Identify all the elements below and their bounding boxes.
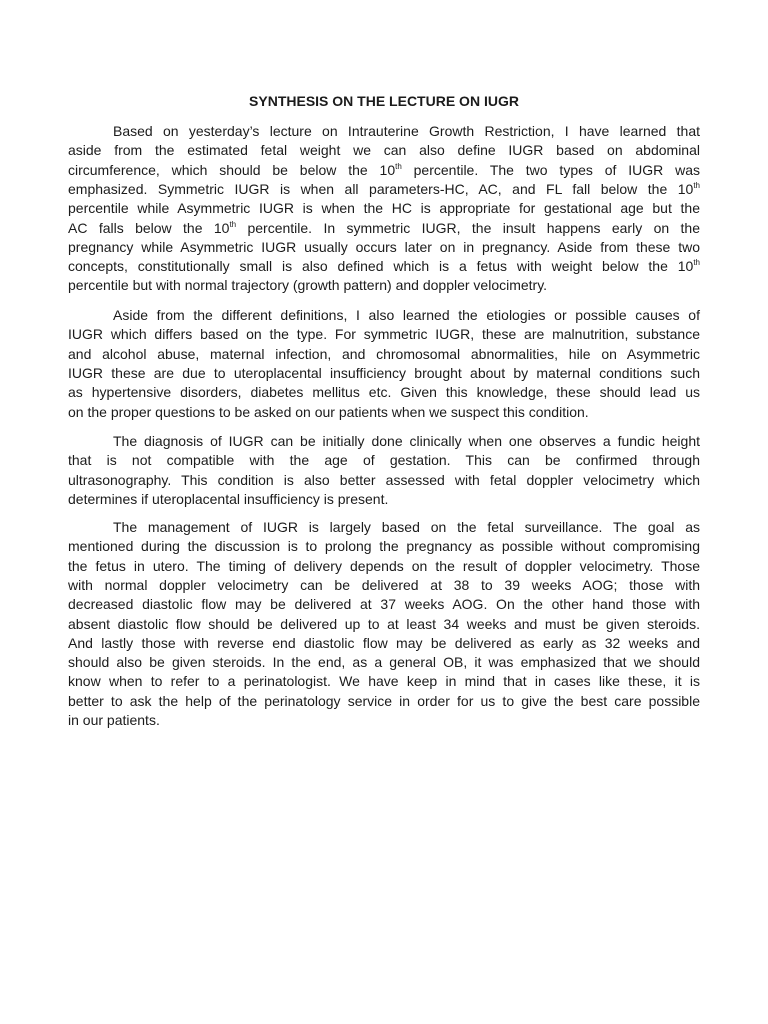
paragraph-line: determines if uteroplacental insufficiency is present.: [68, 490, 389, 507]
paragraph-line: better to ask the help of the perinatology service in order for us to give the best care possible: [68, 692, 700, 709]
paragraph-line: [68, 179, 700, 199]
paragraph-line: on the proper questions to be asked on our patients when we suspect this condition.: [68, 403, 589, 420]
ordinal-superscript: th: [395, 161, 402, 171]
paragraph-line: absent diastolic flow should be delivered up to at least 34 weeks and must be given steroids.: [68, 615, 700, 632]
paragraph-line: percentile but with normal trajectory (growth pattern) and doppler velocimetry.: [68, 277, 548, 294]
ordinal-superscript: th: [693, 180, 700, 190]
ordinal-superscript: th: [229, 219, 237, 229]
paragraph-line: And lastly those with reverse end diastolic flow may be delivered as early as 32 weeks and: [68, 634, 700, 651]
line-text: percentile. In symmetric IUGR, the insult happens early on the: [236, 219, 700, 236]
paragraph-line: IUGR which differs based on the type. For symmetric IUGR, these are malnutrition, substance: [68, 326, 700, 343]
paragraph-line: that is not compatible with the age of gestation. This can be confirmed through: [68, 452, 700, 469]
paragraph-line: decreased diastolic flow may be delivered at 37 weeks AOG. On the other hand those with: [68, 596, 700, 613]
paragraph-line: [68, 218, 700, 238]
line-text: emphasized. Symmetric IUGR is when all parameters-HC, AC, and FL fall below the 10: [68, 180, 694, 197]
paragraph-line: the fetus in utero. The timing of delivery depends on the result of doppler velocimetry. Those: [68, 557, 700, 574]
line-text: AC falls below the 10: [68, 219, 230, 236]
paragraph-line: as hypertensive disorders, diabetes mellitus etc. Given this knowledge, these should lead us: [68, 384, 700, 401]
paragraph-line: [68, 256, 700, 276]
paragraph-line: in our patients.: [68, 712, 160, 728]
paragraph-line: percentile while Asymmetric IUGR is when the HC is appropriate for gestational age but the: [68, 200, 700, 217]
paragraph-line: [68, 160, 700, 180]
ordinal-superscript: th: [693, 258, 700, 268]
document-title: SYNTHESIS ON THE LECTURE ON IUGR: [249, 93, 519, 109]
paragraph-line: should also be given steroids. In the end, as a general OB, it was emphasized that we should: [68, 654, 700, 671]
paragraph-line: pregnancy while Asymmetric IUGR usually occurs later on in pregnancy. Aside from these two: [68, 238, 700, 255]
paragraph-line: ultrasonography. This condition is also better assessed with fetal doppler velocimetry which: [68, 471, 700, 488]
paragraph-line: IUGR these are due to uteroplacental insufficiency brought about by maternal conditions such: [68, 364, 700, 381]
paragraph-line: aside from the estimated fetal weight we can also define IUGR based on abdominal: [68, 142, 700, 159]
paragraph-line: mentioned during the discussion is to prolong the pregnancy as possible without compromising: [68, 538, 700, 555]
paragraph-line: The management of IUGR is largely based on the fetal surveillance. The goal as: [113, 519, 700, 535]
line-text: percentile. The two types of IUGR was: [401, 161, 700, 178]
paragraph-line: Based on yesterday’s lecture on Intrauterine Growth Restriction, I have learned that: [113, 123, 700, 139]
line-text: concepts, constitutionally small is also defined which is a fetus with weight below the 10: [68, 258, 694, 275]
paragraph-line: know when to refer to a perinatologist. We have keep in mind that in cases like these, it is: [68, 673, 700, 690]
paragraph-line: Aside from the different definitions, I also learned the etiologies or possible causes of: [113, 307, 700, 323]
paragraph-line: and alcohol abuse, maternal infection, and chromosomal abnormalities, hile on Asymmetric: [68, 345, 700, 362]
paragraph-line: The diagnosis of IUGR can be initially done clinically when one observes a fundic height: [113, 433, 700, 449]
paragraph-line: with normal doppler velocimetry can be delivered at 38 to 39 weeks AOG; those with: [68, 576, 700, 593]
line-text: circumference, which should be below the 10: [68, 161, 396, 178]
